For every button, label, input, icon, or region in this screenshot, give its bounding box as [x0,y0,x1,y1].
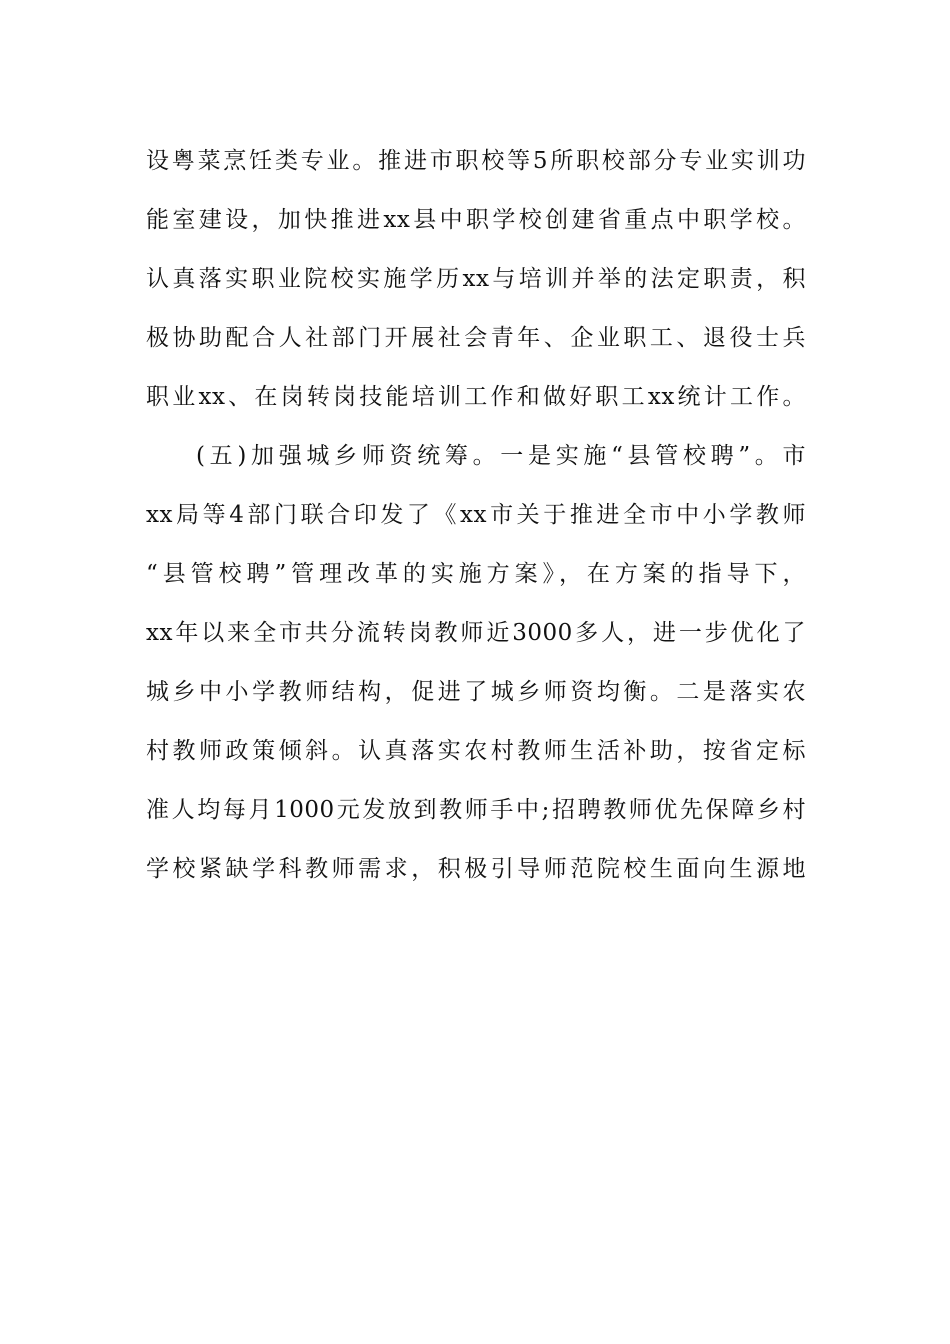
text-line-9: xx年以来全市共分流转岗教师近3000多人，进一步优化了 [146,620,806,646]
text-line-5: 职业xx、在岗转岗技能培训工作和做好职工xx统计工作。 [146,384,806,410]
text-line-12: 准人均每月1000元发放到教师手中;招聘教师优先保障乡村 [146,797,806,823]
text-line-8: “县管校聘”管理改革的实施方案》，在方案的指导下， [146,561,806,587]
text-line-10: 城乡中小学教师结构，促进了城乡师资均衡。二是落实农 [146,679,806,705]
text-line-11: 村教师政策倾斜。认真落实农村教师生活补助，按省定标 [146,738,806,764]
document-body [146,132,806,899]
text-line-13: 学校紧缺学科教师需求，积极引导师范院校生面向生源地 [146,856,806,882]
text-line-2: 能室建设，加快推进xx县中职学校创建省重点中职学校。 [146,207,806,233]
text-line-3: 认真落实职业院校实施学历xx与培训并举的法定职责，积 [146,266,806,292]
text-line-4: 极协助配合人社部门开展社会青年、企业职工、退役士兵 [146,325,806,351]
text-line-1: 设粤菜烹饪类专业。推进市职校等5所职校部分专业实训功 [146,148,806,174]
text-line-7: xx局等4部门联合印发了《xx市关于推进全市中小学教师 [146,502,806,528]
text-line-6: (五)加强城乡师资统筹。一是实施“县管校聘”。市 [196,443,806,469]
